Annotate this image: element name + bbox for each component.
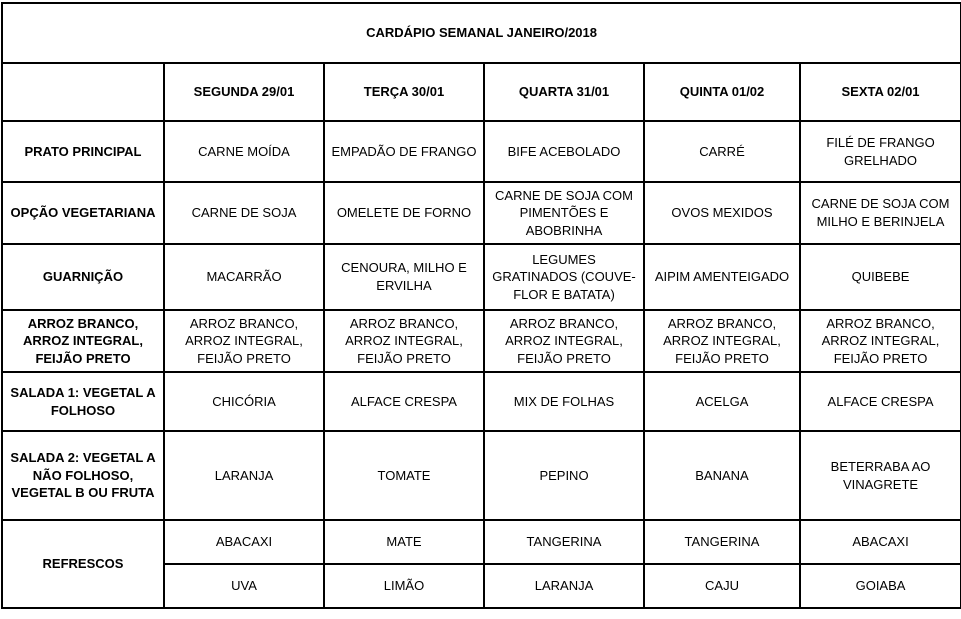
menu-cell: ABACAXI — [164, 520, 324, 564]
table-row — [2, 372, 961, 431]
menu-cell: TANGERINA — [484, 520, 644, 564]
menu-cell: LARANJA — [164, 431, 324, 520]
menu-cell: UVA — [164, 564, 324, 608]
menu-cell: GOIABA — [800, 564, 961, 608]
menu-cell: LARANJA — [484, 564, 644, 608]
menu-cell: OMELETE DE FORNO — [324, 182, 484, 244]
menu-cell: MACARRÃO — [164, 244, 324, 310]
menu-cell: ARROZ BRANCO, ARROZ INTEGRAL, FEIJÃO PRETO — [164, 310, 324, 372]
menu-cell: CARNE MOÍDA — [164, 121, 324, 182]
row-label-refrescos: REFRESCOS — [2, 520, 164, 608]
table-row — [2, 121, 961, 182]
day-header-sexta: SEXTA 02/01 — [800, 63, 961, 121]
row-label-salada-1: SALADA 1: VEGETAL A FOLHOSO — [2, 372, 164, 431]
menu-cell: TANGERINA — [644, 520, 800, 564]
menu-cell: OVOS MEXIDOS — [644, 182, 800, 244]
menu-cell: ABACAXI — [800, 520, 961, 564]
day-header-terca: TERÇA 30/01 — [324, 63, 484, 121]
table-title: CARDÁPIO SEMANAL JANEIRO/2018 — [2, 3, 961, 63]
table-row — [2, 310, 961, 372]
menu-cell: CAJU — [644, 564, 800, 608]
weekly-menu-table — [1, 2, 961, 609]
menu-cell: ARROZ BRANCO, ARROZ INTEGRAL, FEIJÃO PRETO — [324, 310, 484, 372]
table-row — [2, 431, 961, 520]
menu-cell: ARROZ BRANCO, ARROZ INTEGRAL, FEIJÃO PRETO — [800, 310, 961, 372]
day-header-quinta: QUINTA 01/02 — [644, 63, 800, 121]
table-row — [2, 244, 961, 310]
menu-cell: ALFACE CRESPA — [324, 372, 484, 431]
menu-cell: CHICÓRIA — [164, 372, 324, 431]
menu-cell: CARNE DE SOJA COM PIMENTÕES E ABOBRINHA — [484, 182, 644, 244]
menu-cell: ALFACE CRESPA — [800, 372, 961, 431]
menu-cell: CARRÉ — [644, 121, 800, 182]
row-label-arroz-feijao: ARROZ BRANCO, ARROZ INTEGRAL, FEIJÃO PRETO — [2, 310, 164, 372]
menu-cell: BIFE ACEBOLADO — [484, 121, 644, 182]
menu-cell: AIPIM AMENTEIGADO — [644, 244, 800, 310]
menu-cell: BANANA — [644, 431, 800, 520]
menu-cell: FILÉ DE FRANGO GRELHADO — [800, 121, 961, 182]
table-row — [2, 182, 961, 244]
menu-cell: MATE — [324, 520, 484, 564]
row-label-prato-principal: PRATO PRINCIPAL — [2, 121, 164, 182]
menu-cell: ARROZ BRANCO, ARROZ INTEGRAL, FEIJÃO PRETO — [644, 310, 800, 372]
menu-cell: EMPADÃO DE FRANGO — [324, 121, 484, 182]
day-header-segunda: SEGUNDA 29/01 — [164, 63, 324, 121]
menu-cell: ACELGA — [644, 372, 800, 431]
menu-cell: CARNE DE SOJA COM MILHO E BERINJELA — [800, 182, 961, 244]
menu-cell: LEGUMES GRATINADOS (COUVE-FLOR E BATATA) — [484, 244, 644, 310]
row-label-guarnicao: GUARNIÇÃO — [2, 244, 164, 310]
menu-cell: CARNE DE SOJA — [164, 182, 324, 244]
menu-cell: CENOURA, MILHO E ERVILHA — [324, 244, 484, 310]
menu-cell: PEPINO — [484, 431, 644, 520]
menu-cell: QUIBEBE — [800, 244, 961, 310]
row-label-salada-2: SALADA 2: VEGETAL A NÃO FOLHOSO, VEGETAL B OU FRUTA — [2, 431, 164, 520]
day-header-quarta: QUARTA 31/01 — [484, 63, 644, 121]
menu-cell: TOMATE — [324, 431, 484, 520]
corner-cell — [2, 63, 164, 121]
menu-cell: BETERRABA AO VINAGRETE — [800, 431, 961, 520]
menu-cell: LIMÃO — [324, 564, 484, 608]
menu-cell: MIX DE FOLHAS — [484, 372, 644, 431]
table-row — [2, 520, 961, 564]
menu-cell: ARROZ BRANCO, ARROZ INTEGRAL, FEIJÃO PRETO — [484, 310, 644, 372]
row-label-opcao-vegetariana: OPÇÃO VEGETARIANA — [2, 182, 164, 244]
